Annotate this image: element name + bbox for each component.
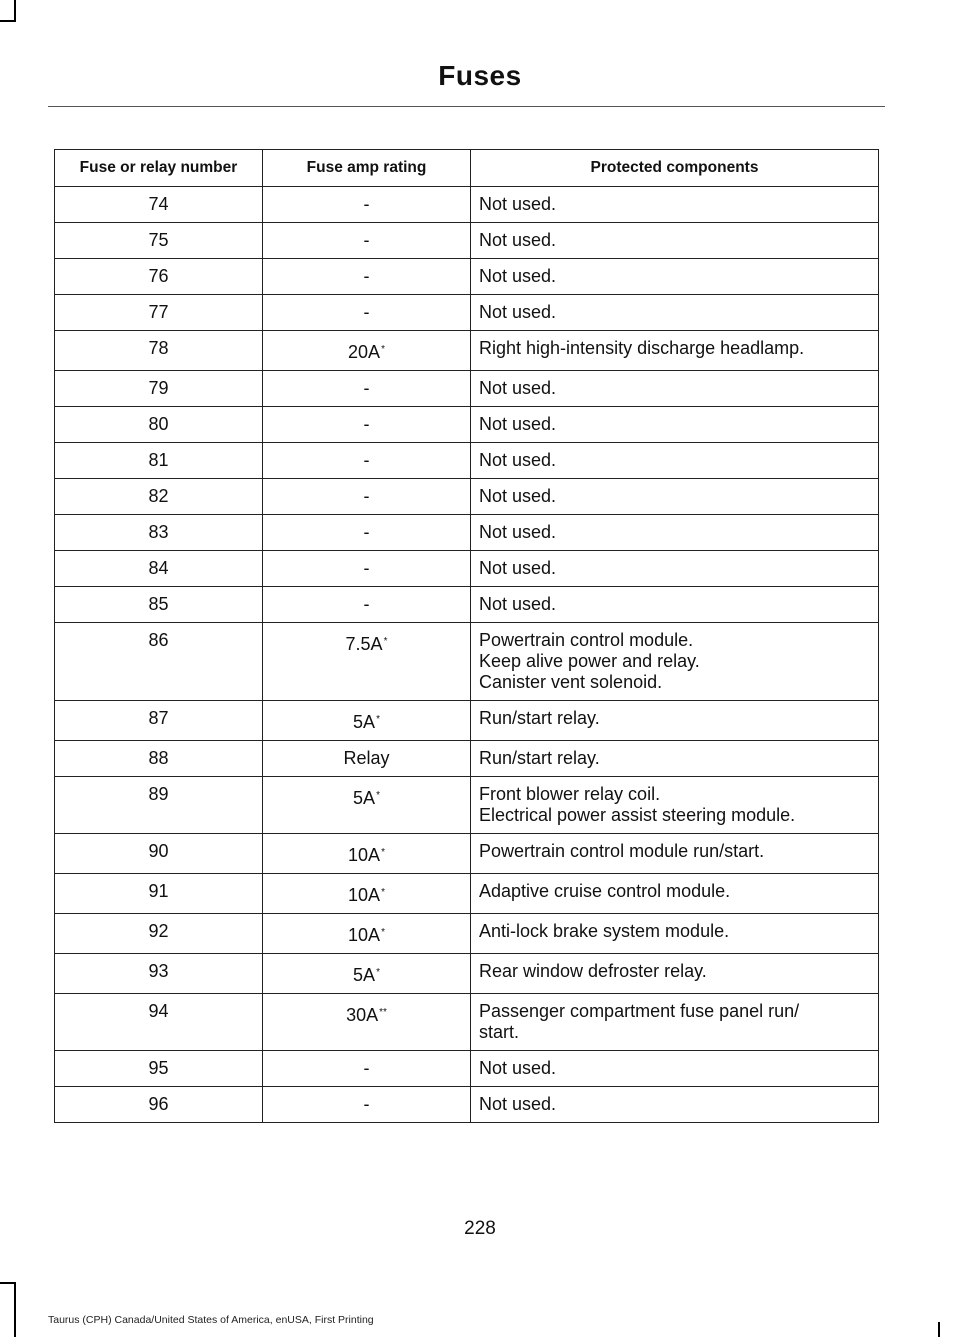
table-row	[55, 623, 879, 701]
amp-rating-cell	[263, 994, 471, 1051]
crop-mark-bottom-left-v	[14, 1282, 16, 1337]
component-line: Not used.	[479, 450, 557, 470]
amp-rating-value: -	[363, 414, 370, 434]
amp-rating-wrap	[346, 630, 388, 655]
fuse-number-cell: 75	[55, 223, 263, 259]
amp-rating-wrap	[364, 486, 370, 506]
amp-rating-wrap	[353, 708, 380, 733]
component-line: Right high-intensity discharge headlamp.	[479, 338, 805, 358]
protected-components-cell	[471, 623, 879, 701]
amp-rating-wrap	[348, 921, 385, 946]
amp-rating-wrap	[364, 378, 370, 398]
component-line: Powertrain control module.	[479, 630, 694, 650]
component-line: Not used.	[479, 302, 557, 322]
protected-components-cell	[471, 371, 879, 407]
amp-rating-cell	[263, 407, 471, 443]
fuse-number-cell: 88	[55, 741, 263, 777]
amp-rating-wrap	[348, 881, 385, 906]
component-line: Not used.	[479, 558, 557, 578]
amp-rating-value: -	[363, 594, 370, 614]
fuse-number-cell: 84	[55, 551, 263, 587]
protected-components-cell	[471, 479, 879, 515]
table-row	[55, 777, 879, 834]
amp-rating-value: -	[363, 378, 370, 398]
header-protected-components: Protected components	[471, 150, 879, 187]
component-line: Not used.	[479, 1094, 557, 1114]
footnote-mark: *	[381, 927, 385, 938]
header-amp-rating: Fuse amp rating	[263, 150, 471, 187]
fuse-number-cell: 86	[55, 623, 263, 701]
amp-rating-cell	[263, 1087, 471, 1123]
amp-rating-value: -	[363, 230, 370, 250]
component-line: Passenger compartment fuse panel run/	[479, 1001, 800, 1021]
amp-rating-wrap	[353, 784, 380, 809]
amp-rating-value: 7.5A	[345, 634, 383, 654]
amp-rating-cell	[263, 1051, 471, 1087]
amp-rating-wrap	[364, 594, 370, 614]
amp-rating-wrap	[353, 961, 380, 986]
component-line: Adaptive cruise control module.	[479, 881, 731, 901]
amp-rating-cell	[263, 623, 471, 701]
fuse-number-cell: 76	[55, 259, 263, 295]
crop-mark-top-left-h	[0, 20, 16, 22]
fuse-number-cell: 81	[55, 443, 263, 479]
amp-rating-value: -	[363, 194, 370, 214]
table-body	[55, 187, 879, 1123]
table-row	[55, 1051, 879, 1087]
amp-rating-wrap	[348, 841, 385, 866]
component-line: Not used.	[479, 522, 557, 542]
protected-components-cell	[471, 443, 879, 479]
component-line: start.	[479, 1022, 520, 1042]
component-line: Not used.	[479, 266, 557, 286]
header-fuse-number: Fuse or relay number	[55, 150, 263, 187]
fuse-number-cell: 94	[55, 994, 263, 1051]
amp-rating-cell	[263, 777, 471, 834]
fuse-number-cell: 95	[55, 1051, 263, 1087]
table-row	[55, 259, 879, 295]
component-line: Not used.	[479, 1058, 557, 1078]
fuse-number-cell: 85	[55, 587, 263, 623]
footnote-mark: *	[376, 790, 380, 801]
amp-rating-cell	[263, 371, 471, 407]
amp-rating-cell	[263, 914, 471, 954]
fuse-number-cell: 91	[55, 874, 263, 914]
amp-rating-value: -	[363, 302, 370, 322]
amp-rating-wrap	[364, 266, 370, 286]
table-row	[55, 551, 879, 587]
fuse-table	[54, 149, 879, 1123]
table-row	[55, 443, 879, 479]
amp-rating-value: 5A	[353, 788, 376, 808]
amp-rating-value: 20A	[348, 342, 381, 362]
amp-rating-value: 30A	[346, 1005, 379, 1025]
table-row	[55, 954, 879, 994]
protected-components-cell	[471, 914, 879, 954]
fuse-number-cell: 90	[55, 834, 263, 874]
amp-rating-cell	[263, 479, 471, 515]
amp-rating-cell	[263, 443, 471, 479]
amp-rating-value: -	[363, 522, 370, 542]
amp-rating-value: 10A	[348, 885, 381, 905]
amp-rating-cell	[263, 551, 471, 587]
component-line: Not used.	[479, 230, 557, 250]
amp-rating-wrap	[364, 1094, 370, 1114]
fuse-number-cell: 87	[55, 701, 263, 741]
table-row	[55, 741, 879, 777]
component-line: Not used.	[479, 378, 557, 398]
crop-mark-bottom-right-v	[938, 1322, 940, 1337]
component-line: Run/start relay.	[479, 748, 600, 768]
amp-rating-wrap	[364, 302, 370, 322]
amp-rating-wrap	[364, 450, 370, 470]
amp-rating-value: 10A	[348, 925, 381, 945]
table-row	[55, 874, 879, 914]
protected-components-cell	[471, 259, 879, 295]
amp-rating-cell	[263, 515, 471, 551]
protected-components-cell	[471, 331, 879, 371]
table-header-row	[55, 150, 879, 187]
amp-rating-value: -	[363, 266, 370, 286]
protected-components-cell	[471, 223, 879, 259]
protected-components-cell	[471, 874, 879, 914]
amp-rating-value: -	[363, 1094, 370, 1114]
table-row	[55, 479, 879, 515]
amp-rating-cell	[263, 223, 471, 259]
amp-rating-value: -	[363, 486, 370, 506]
protected-components-cell	[471, 295, 879, 331]
crop-mark-bottom-left-h	[0, 1282, 16, 1284]
fuse-number-cell: 83	[55, 515, 263, 551]
footnote-mark: *	[376, 967, 380, 978]
protected-components-cell	[471, 1051, 879, 1087]
amp-rating-cell	[263, 954, 471, 994]
page-title: Fuses	[438, 60, 522, 91]
amp-rating-value: 5A	[353, 965, 376, 985]
protected-components-cell	[471, 994, 879, 1051]
amp-rating-wrap	[348, 338, 385, 363]
amp-rating-cell	[263, 874, 471, 914]
fuse-number-cell: 93	[55, 954, 263, 994]
amp-rating-cell	[263, 834, 471, 874]
amp-rating-wrap	[364, 230, 370, 250]
amp-rating-cell	[263, 741, 471, 777]
fuse-number-cell: 74	[55, 187, 263, 223]
amp-rating-wrap	[343, 748, 389, 768]
component-line: Canister vent solenoid.	[479, 672, 663, 692]
protected-components-cell	[471, 515, 879, 551]
fuse-number-cell: 92	[55, 914, 263, 954]
amp-rating-cell	[263, 295, 471, 331]
table-row	[55, 407, 879, 443]
amp-rating-cell	[263, 259, 471, 295]
protected-components-cell	[471, 834, 879, 874]
table-row	[55, 295, 879, 331]
footnote-mark: *	[376, 714, 380, 725]
amp-rating-cell	[263, 187, 471, 223]
table-row	[55, 331, 879, 371]
amp-rating-wrap	[364, 522, 370, 542]
table-row	[55, 1087, 879, 1123]
component-line: Anti-lock brake system module.	[479, 921, 730, 941]
footnote-mark: *	[381, 344, 385, 355]
fuse-number-cell: 79	[55, 371, 263, 407]
table-row	[55, 994, 879, 1051]
table-row	[55, 914, 879, 954]
fuse-number-cell: 80	[55, 407, 263, 443]
table-row	[55, 515, 879, 551]
amp-rating-value: Relay	[343, 748, 390, 768]
protected-components-cell	[471, 187, 879, 223]
protected-components-cell	[471, 777, 879, 834]
amp-rating-wrap	[364, 558, 370, 578]
amp-rating-wrap	[364, 1058, 370, 1078]
protected-components-cell	[471, 954, 879, 994]
footnote-mark: *	[381, 847, 385, 858]
amp-rating-value: -	[363, 1058, 370, 1078]
amp-rating-value: -	[363, 558, 370, 578]
component-line: Not used.	[479, 414, 557, 434]
component-line: Run/start relay.	[479, 708, 600, 728]
page-number: 228	[464, 1218, 496, 1239]
amp-rating-cell	[263, 587, 471, 623]
protected-components-cell	[471, 551, 879, 587]
component-line: Not used.	[479, 594, 557, 614]
table-row	[55, 701, 879, 741]
table-row	[55, 223, 879, 259]
component-line: Front blower relay coil.	[479, 784, 661, 804]
component-line: Not used.	[479, 486, 557, 506]
footnote-mark: **	[379, 1007, 387, 1018]
fuse-number-cell: 89	[55, 777, 263, 834]
protected-components-cell	[471, 407, 879, 443]
amp-rating-cell	[263, 331, 471, 371]
fuse-number-cell: 77	[55, 295, 263, 331]
amp-rating-wrap	[364, 414, 370, 434]
table-row	[55, 587, 879, 623]
protected-components-cell	[471, 701, 879, 741]
amp-rating-wrap	[346, 1001, 387, 1026]
fuse-number-cell: 82	[55, 479, 263, 515]
component-line: Powertrain control module run/start.	[479, 841, 765, 861]
component-line: Rear window defroster relay.	[479, 961, 707, 981]
amp-rating-value: 5A	[353, 712, 376, 732]
fuse-number-cell: 96	[55, 1087, 263, 1123]
protected-components-cell	[471, 587, 879, 623]
footnote-mark: *	[383, 636, 388, 647]
amp-rating-wrap	[364, 194, 370, 214]
footer-text: Taurus (CPH) Canada/United States of America, enUSA, First Printing	[48, 1314, 374, 1326]
protected-components-cell	[471, 1087, 879, 1123]
crop-mark-top-left-v	[14, 0, 16, 22]
amp-rating-value: 10A	[348, 845, 381, 865]
component-line: Electrical power assist steering module.	[479, 805, 796, 825]
amp-rating-cell	[263, 701, 471, 741]
fuse-number-cell: 78	[55, 331, 263, 371]
protected-components-cell	[471, 741, 879, 777]
footnote-mark: *	[381, 887, 385, 898]
title-divider	[48, 106, 885, 107]
table-row	[55, 187, 879, 223]
amp-rating-value: -	[363, 450, 370, 470]
component-line: Not used.	[479, 194, 557, 214]
component-line: Keep alive power and relay.	[479, 651, 700, 671]
table-row	[55, 834, 879, 874]
table-row	[55, 371, 879, 407]
